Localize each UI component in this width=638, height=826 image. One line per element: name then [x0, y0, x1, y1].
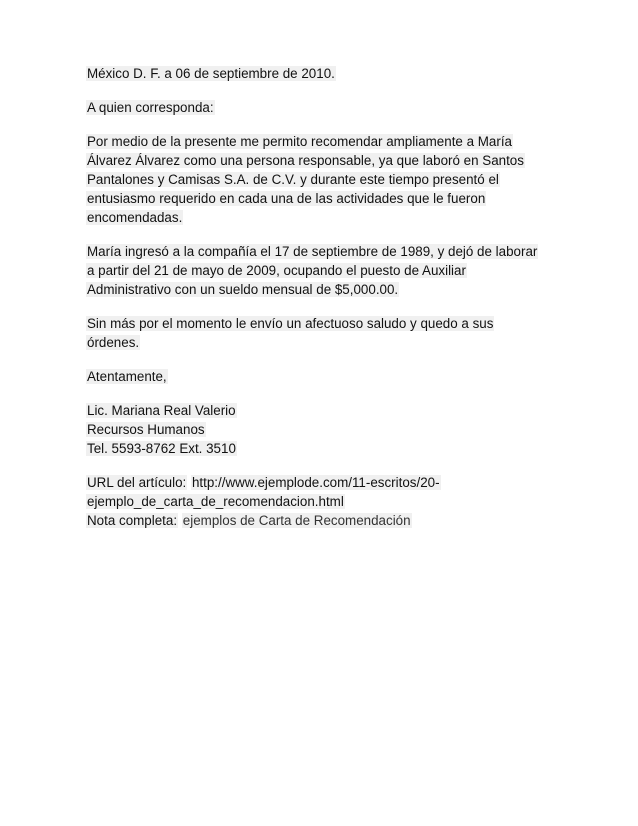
article-url-link[interactable]: http://www.ejemplode.com/11-escritos/20- — [191, 475, 440, 490]
signature-block — [86, 401, 566, 458]
paragraph1-line: encomendadas. — [87, 210, 183, 225]
article-url-link-continued[interactable]: ejemplo_de_carta_de_recomendacion.html — [87, 494, 344, 509]
closing — [86, 367, 566, 386]
paragraph-farewell — [86, 314, 566, 352]
signature-department: Recursos Humanos — [87, 422, 205, 437]
note-label: Nota completa: — [87, 513, 178, 528]
paragraph1-line: Pantalones y Camisas S.A. de C.V. y durante este tiempo presentó el — [87, 172, 499, 187]
closing-text: Atentamente, — [87, 369, 167, 384]
url-label: URL del artículo: — [87, 475, 187, 490]
paragraph1-line: Por medio de la presente me permito recomendar ampliamente a María — [87, 134, 512, 149]
date-line — [86, 64, 566, 83]
source-block — [86, 473, 566, 530]
paragraph2-line: a partir del 21 de mayo de 2009, ocupando el puesto de Auxiliar — [87, 263, 466, 278]
paragraph-recommendation — [86, 132, 566, 227]
paragraph2-line: María ingresó a la compañía el 17 de septiembre de 1989, y dejó de laborar — [87, 244, 538, 259]
salutation — [86, 98, 566, 117]
paragraph2-line: Administrativo con un sueldo mensual de $5,000.00. — [87, 282, 399, 297]
paragraph3-line: órdenes. — [87, 335, 140, 350]
salutation-text: A quien corresponda: — [87, 100, 214, 115]
paragraph1-line: entusiasmo requerido en cada una de las actividades que le fueron — [87, 191, 486, 206]
paragraph-employment — [86, 242, 566, 299]
signature-name: Lic. Mariana Real Valerio — [87, 403, 236, 418]
paragraph3-line: Sin más por el momento le envío un afectuoso saludo y quedo a sus — [87, 316, 494, 331]
paragraph1-line: Álvarez Álvarez como una persona responsable, ya que laboró en Santos — [87, 153, 524, 168]
full-note-link[interactable]: ejemplos de Carta de Recomendación — [182, 513, 411, 528]
signature-phone: Tel. 5593-8762 Ext. 3510 — [87, 441, 236, 456]
date-text: México D. F. a 06 de septiembre de 2010. — [87, 66, 335, 81]
recommendation-letter — [86, 64, 566, 545]
